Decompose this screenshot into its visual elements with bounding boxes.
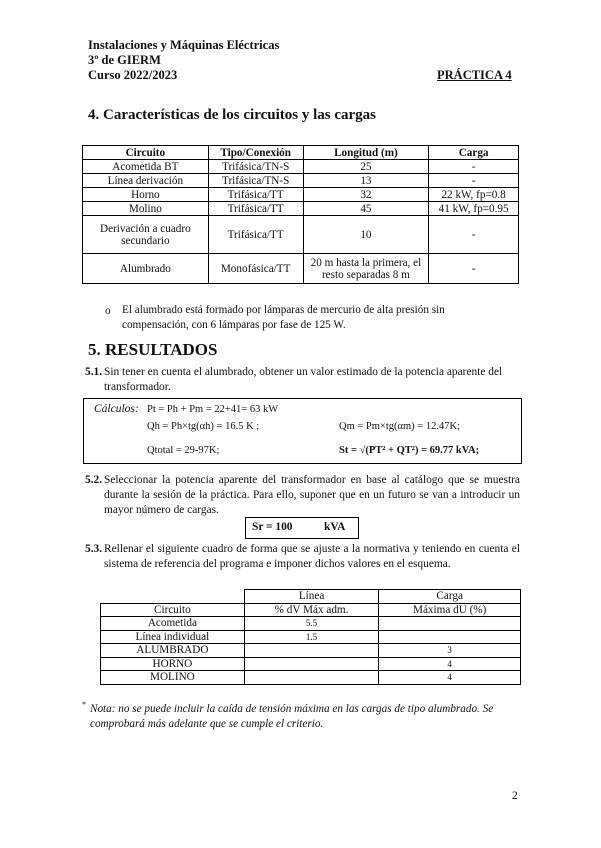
table-cell: Línea derivación <box>83 174 209 188</box>
table-cell: - <box>429 216 519 254</box>
question-number: 5.1. <box>85 366 103 378</box>
table-cell: 20 m hasta la primera, el resto separadas 8 m <box>303 254 429 284</box>
table-row <box>83 216 519 254</box>
header-cell: Máxima dU (%) <box>379 603 521 617</box>
table-row <box>101 644 521 658</box>
table-row <box>101 630 521 644</box>
lighting-note: El alumbrado está formado por lámparas de mercurio de alta presión sin compensación, con 6 lámparas por fase de 125 W. <box>122 304 445 331</box>
table-header-row <box>83 146 519 160</box>
degree: 3º de GIERM <box>88 53 161 67</box>
table-cell: Alumbrado <box>83 254 209 284</box>
circuits-table <box>82 145 519 284</box>
header-cell: Carga <box>429 146 519 160</box>
table-row <box>83 188 519 202</box>
table-cell: Molino <box>83 202 209 216</box>
table-cell: 41 kW, fp=0.95 <box>429 202 519 216</box>
table-cell <box>244 657 379 671</box>
table-cell: MOLINO <box>101 671 245 685</box>
sr-unit: kVA <box>324 521 346 533</box>
table-row <box>83 202 519 216</box>
table-cell: HORNO <box>101 657 245 671</box>
table-row <box>101 617 521 631</box>
calc-q-molino: Qm = Pm×tg(αm) = 12.47K; <box>339 421 460 432</box>
sr-answer-box <box>245 517 359 539</box>
table-cell: Trifásica/TN-S <box>208 160 303 174</box>
calc-label: Cálculos: <box>94 403 139 415</box>
table-cell <box>379 617 521 631</box>
practice-label: PRÁCTICA 4 <box>437 68 512 82</box>
table-cell: 1.5 <box>244 630 379 644</box>
table-row <box>101 657 521 671</box>
table-cell: Acometida BT <box>83 160 209 174</box>
question-number: 5.2. <box>85 474 103 486</box>
empty-corner <box>101 590 245 604</box>
header-cell: Longitud (m) <box>303 146 429 160</box>
table-cell: 13 <box>303 174 429 188</box>
table-cell: - <box>429 254 519 284</box>
table-row <box>83 174 519 188</box>
table-cell: 3 <box>379 644 521 658</box>
table-cell: Derivación a cuadro secundario <box>83 216 209 254</box>
table-cell: ALUMBRADO <box>101 644 245 658</box>
section-5-title: 5. RESULTADOS <box>88 340 218 359</box>
table-cell: 45 <box>303 202 429 216</box>
question-5-2: Seleccionar la potencia aparente del transformador en base al catálogo que se muestra durante la sesión de la práctica. Para ello, suponer que en un futuro se van a introducir un mayor número de cargas. <box>104 474 520 516</box>
table-cell: 5.5 <box>244 617 379 631</box>
table-cell <box>244 671 379 685</box>
table-header-row <box>101 590 521 604</box>
table-cell: 25 <box>303 160 429 174</box>
table-cell <box>244 644 379 658</box>
table-cell: Trifásica/TN-S <box>208 174 303 188</box>
table-row <box>101 671 521 685</box>
table-cell: 10 <box>303 216 429 254</box>
footnote-mark: * <box>82 700 86 709</box>
header-cell: % dV Máx adm. <box>244 603 379 617</box>
table-cell <box>379 630 521 644</box>
table-cell: Horno <box>83 188 209 202</box>
table-cell: Monofásica/TT <box>208 254 303 284</box>
question-5-3: Rellenar el siguiente cuadro de forma que se ajuste a la normativa y teniendo en cuenta el sistema de referencia del programa e imponer dichos valores en el esquema. <box>104 543 520 570</box>
bullet-marker: o <box>105 305 111 317</box>
table-header-row <box>101 603 521 617</box>
table-cell: - <box>429 174 519 188</box>
table-cell: 32 <box>303 188 429 202</box>
calc-q-total: Qtotal = 29-97K; <box>147 445 220 456</box>
table-row <box>83 160 519 174</box>
header-cell: Línea <box>244 590 379 604</box>
table-cell: Trifásica/TT <box>208 188 303 202</box>
header-cell: Carga <box>379 590 521 604</box>
table-cell: 22 kW, fp=0.8 <box>429 188 519 202</box>
course-title: Instalaciones y Máquinas Eléctricas <box>88 38 280 52</box>
page-number: 2 <box>512 790 518 802</box>
table-cell: Línea individual <box>101 630 245 644</box>
footnote: Nota: no se puede incluir la caída de tensión máxima en las cargas de tipo alumbrado. Se comprobará más adelante que se cumple el criterio. <box>90 703 494 730</box>
sr-value: Sr = 100 <box>252 521 293 533</box>
calculations-box <box>83 398 522 464</box>
calc-s-total: St = √(PT² + QT²) = 69.77 kVA; <box>339 445 480 456</box>
table-cell: 4 <box>379 671 521 685</box>
table-cell: - <box>429 160 519 174</box>
table-cell: Trifásica/TT <box>208 202 303 216</box>
course-year: Curso 2022/2023 <box>88 68 178 82</box>
table-cell: 4 <box>379 657 521 671</box>
question-5-1: Sin tener en cuenta el alumbrado, obtener un valor estimado de la potencia aparente del transformador. <box>104 366 503 393</box>
question-number: 5.3. <box>85 543 103 555</box>
header-cell: Circuito <box>101 603 245 617</box>
header-cell: Tipo/Conexión <box>208 146 303 160</box>
voltage-drop-table <box>100 589 521 685</box>
header-cell: Circuito <box>83 146 209 160</box>
calc-total-power: Pt = Ph + Pm = 22+41= 63 kW <box>147 404 279 415</box>
table-cell: Acometida <box>101 617 245 631</box>
calc-q-horno: Qh = Ph×tg(αh) = 16.5 K ; <box>147 421 260 432</box>
table-cell: Trifásica/TT <box>208 216 303 254</box>
table-row <box>83 254 519 284</box>
section-4-title: 4. Características de los circuitos y las cargas <box>88 107 376 123</box>
